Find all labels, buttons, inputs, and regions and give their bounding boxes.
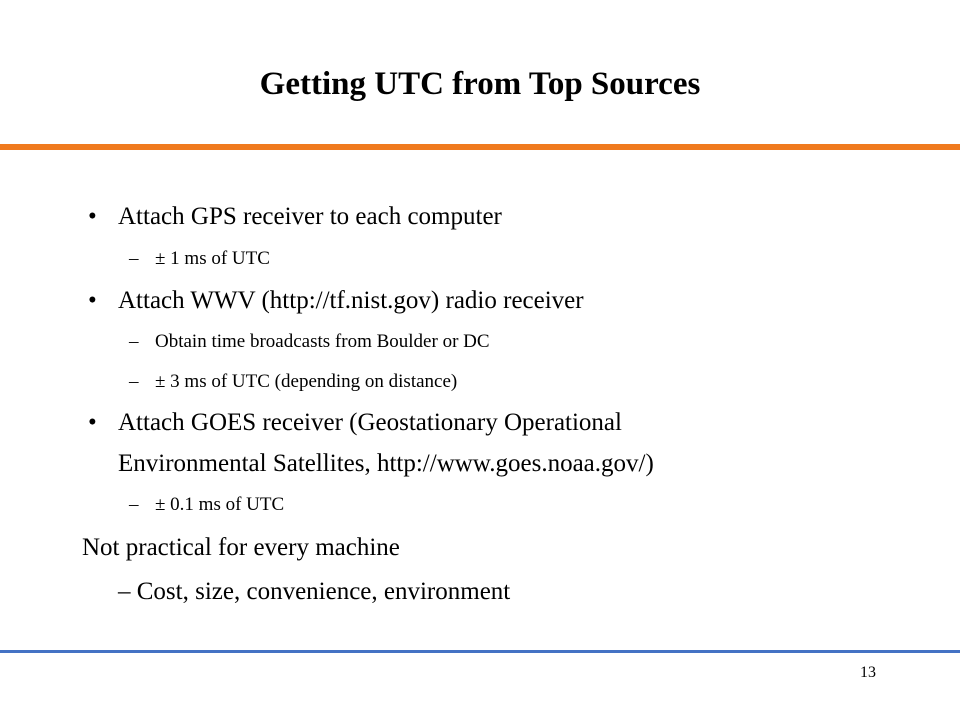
sub-bullet-item xyxy=(129,494,284,516)
bullet-item xyxy=(88,287,584,315)
sub-bullet-text: ± 0.1 ms of UTC xyxy=(155,494,285,515)
sub-bullet-text: Obtain time broadcasts from Boulder or DC xyxy=(155,331,490,352)
bullet-marker: • xyxy=(88,409,97,436)
slide-title: Getting UTC from Top Sources xyxy=(259,66,701,102)
bullet-text: Attach GOES receiver (Geostationary Operational xyxy=(118,409,622,436)
bottom-divider xyxy=(0,650,960,653)
bullet-marker: • xyxy=(88,287,97,314)
top-divider xyxy=(0,144,960,150)
sub-bullet-item xyxy=(129,331,490,353)
sub-bullet-marker: – xyxy=(129,371,139,392)
sub-bullet-text: ± 1 ms of UTC xyxy=(155,248,270,269)
bullet-marker: • xyxy=(88,203,97,230)
sub-bullet-marker: – xyxy=(129,331,139,352)
sub-bullet-marker: – xyxy=(129,494,139,515)
note-subline: – Cost, size, convenience, environment xyxy=(118,578,511,605)
bullet-item xyxy=(88,203,502,231)
sub-bullet-marker: – xyxy=(129,248,139,269)
note-line: Not practical for every machine xyxy=(82,534,400,561)
page-number: 13 xyxy=(860,664,876,681)
bullet-text-continuation: Environmental Satellites, http://www.goes.noaa.gov/) xyxy=(118,450,654,477)
bullet-text: Attach WWV (http://tf.nist.gov) radio receiver xyxy=(118,287,584,314)
bullet-text: Attach GPS receiver to each computer xyxy=(118,203,502,230)
sub-bullet-item xyxy=(129,248,270,270)
sub-bullet-item xyxy=(129,371,457,393)
sub-bullet-text: ± 3 ms of UTC (depending on distance) xyxy=(155,371,458,392)
bullet-item xyxy=(88,409,622,437)
